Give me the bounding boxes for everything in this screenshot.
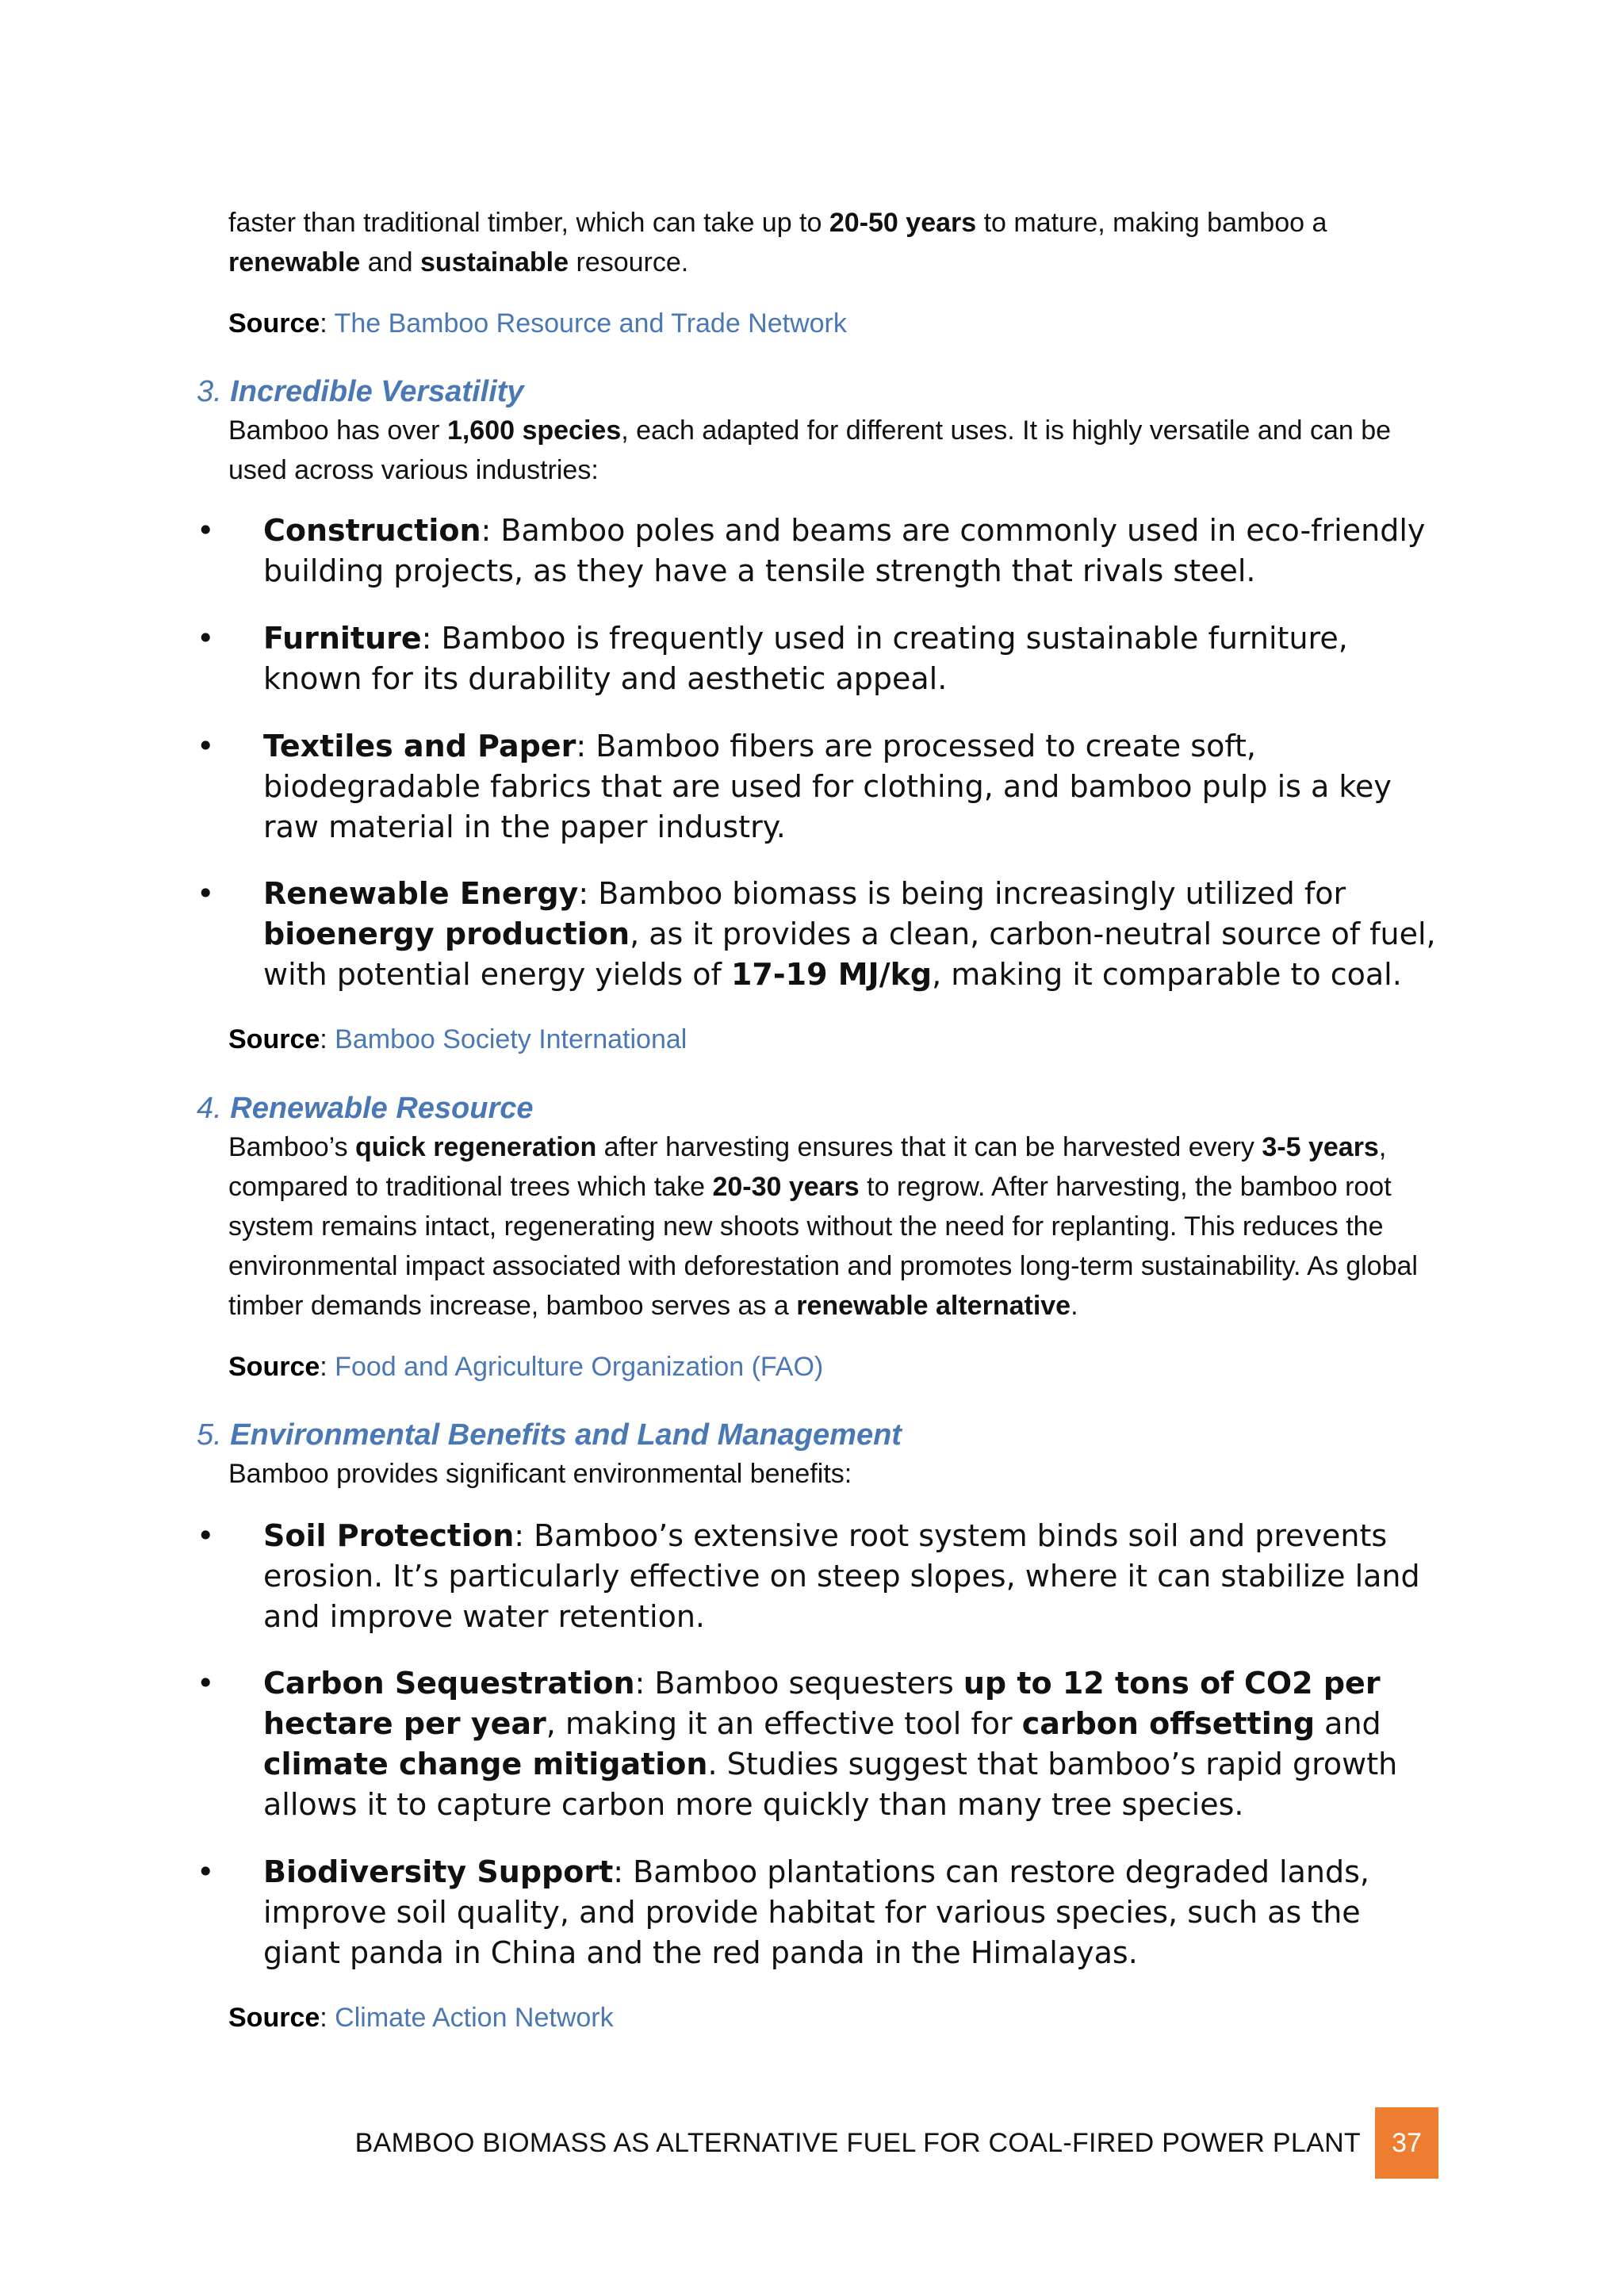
intro-text: faster than traditional timber, which can take up to (228, 208, 829, 238)
paragraph-text: to regrow. After harvesting, the bamboo root system remains intact, regenerating new shoots without the need for replanting. This reduces the environmental impact associated with deforestation and promotes long-term sustainability. As global timber demands increase, bamboo serves as a (228, 1172, 1418, 1321)
bullet-term: Textiles and Paper (263, 729, 576, 763)
bullet-text: . Studies suggest that bamboo’s rapid growth allows it to capture carbon more quickly than many tree species. (263, 1747, 1398, 1822)
bullet-term: Soil Protection (263, 1518, 515, 1553)
bold-bioenergy: bioenergy production (263, 916, 630, 951)
bullet-text: : Bamboo’s extensive root system binds soil and prevents erosion. It’s particularly effective on steep slopes, where it can stabilize land and improve water retention. (263, 1518, 1420, 1634)
bullet-dot: • (197, 1518, 215, 1553)
intro-bold-sustainable: sustainable (419, 247, 569, 277)
section-heading-renewable-resource (197, 1089, 534, 1128)
section-number: 3. (197, 375, 231, 408)
bullet-dot: • (197, 729, 215, 763)
bold-years: 3-5 years (1262, 1132, 1379, 1162)
intro-bold-renewable: renewable (228, 247, 361, 277)
source-link-climate-action-network[interactable]: Climate Action Network (335, 2003, 614, 2033)
bullet-term: Carbon Sequestration (263, 1666, 635, 1701)
paragraph-text: , each adapted for different uses. It is highly versatile and can be used across various industries: (228, 415, 1392, 485)
bullet-text: : Bamboo fibers are processed to create soft, biodegradable fabrics that are used for clothing, and bamboo pulp is a key raw material in the paper industry. (263, 729, 1392, 844)
bullet-term: Construction (263, 513, 481, 548)
source-line (228, 1347, 823, 1387)
section-number: 5. (197, 1418, 231, 1452)
paragraph-text: Bamboo has over (228, 415, 447, 446)
bullet-dot: • (197, 621, 215, 656)
section4-paragraph (228, 1127, 1450, 1326)
bullet-term: Furniture (263, 621, 422, 656)
bold-co2: up to 12 tons of CO2 per hectare per year (263, 1666, 1381, 1741)
source-line (228, 1020, 687, 1059)
bullet-text: , as it provides a clean, carbon-neutral source of fuel, with potential energy yields of (263, 916, 1436, 992)
bullet-text: : Bamboo sequesters (634, 1666, 963, 1701)
intro-text: and (360, 247, 420, 277)
bold-renewable-alternative: renewable alternative (796, 1291, 1071, 1321)
bullet-dot: • (197, 1666, 215, 1701)
bold-years: 20-30 years (712, 1172, 860, 1202)
bold-quick-regeneration: quick regeneration (355, 1132, 597, 1162)
source-link-bamboo-trade-network[interactable]: The Bamboo Resource and Trade Network (334, 308, 847, 339)
section-number: 4. (197, 1092, 231, 1125)
bullet-text: : Bamboo plantations can restore degraded lands, improve soil quality, and provide habitat for various species, such as the giant panda in China and the red panda in the Himalayas. (263, 1854, 1369, 1970)
bullet-term: Biodiversity Support (263, 1854, 614, 1889)
source-separator: : (320, 308, 335, 339)
source-label: Source (228, 1352, 320, 1382)
footer-title: BAMBOO BIOMASS AS ALTERNATIVE FUEL FOR COAL-FIRED POWER PLANT (354, 2128, 1361, 2158)
intro-text: resource. (569, 247, 689, 277)
bullet-dot: • (197, 1854, 215, 1889)
source-label: Source (228, 1024, 320, 1054)
source-line (228, 304, 847, 343)
section-title: Renewable Resource (230, 1092, 534, 1125)
source-separator: : (320, 1024, 335, 1054)
bullet-dot: • (197, 876, 215, 911)
paragraph-text: Bamboo’s (228, 1132, 356, 1162)
paragraph-text: , compared to traditional trees which take (228, 1132, 1387, 1202)
bullet-dot: • (197, 513, 215, 548)
bullet-text: and (1315, 1706, 1381, 1741)
paragraph-text: Bamboo provides significant environmental benefits: (228, 1459, 852, 1489)
page-number: 37 (1375, 2107, 1438, 2179)
source-line (228, 1998, 614, 2038)
bold-energy-yield: 17-19 MJ/kg (730, 957, 933, 992)
source-separator: : (320, 1352, 335, 1382)
section-title: Incredible Versatility (230, 375, 524, 408)
bullet-text: : Bamboo poles and beams are commonly used in eco-friendly building projects, as they have a tensile strength that rivals steel. (263, 513, 1426, 588)
section-title: Environmental Benefits and Land Management (230, 1418, 902, 1452)
section5-intro (228, 1454, 1450, 1494)
bold-carbon-offsetting: carbon offsetting (1021, 1706, 1316, 1741)
bullet-text: : Bamboo biomass is being increasingly utilized for (578, 876, 1346, 911)
section-heading-versatility (197, 372, 524, 411)
bullet-text: : Bamboo is frequently used in creating sustainable furniture, known for its durability and aesthetic appeal. (263, 621, 1348, 696)
source-label: Source (228, 2003, 320, 2033)
source-link-fao[interactable]: Food and Agriculture Organization (FAO) (335, 1352, 824, 1382)
intro-bold-years: 20-50 years (829, 208, 977, 238)
intro-text: to mature, making bamboo a (976, 208, 1327, 238)
bold-climate-mitigation: climate change mitigation (263, 1747, 708, 1781)
source-label: Source (228, 308, 320, 339)
intro-paragraph (228, 203, 1450, 282)
source-link-bamboo-society[interactable]: Bamboo Society International (335, 1024, 688, 1054)
bullet-term: Renewable Energy (263, 876, 579, 911)
bullet-text: , making it comparable to coal. (932, 957, 1402, 992)
bullet-text: , making it an effective tool for (546, 1706, 1022, 1741)
bold-species: 1,600 species (446, 415, 622, 446)
section3-paragraph (228, 411, 1450, 490)
section-heading-environmental-benefits (197, 1415, 902, 1455)
source-separator: : (320, 2003, 335, 2033)
paragraph-text: after harvesting ensures that it can be harvested every (596, 1132, 1262, 1162)
paragraph-text: . (1071, 1291, 1078, 1321)
